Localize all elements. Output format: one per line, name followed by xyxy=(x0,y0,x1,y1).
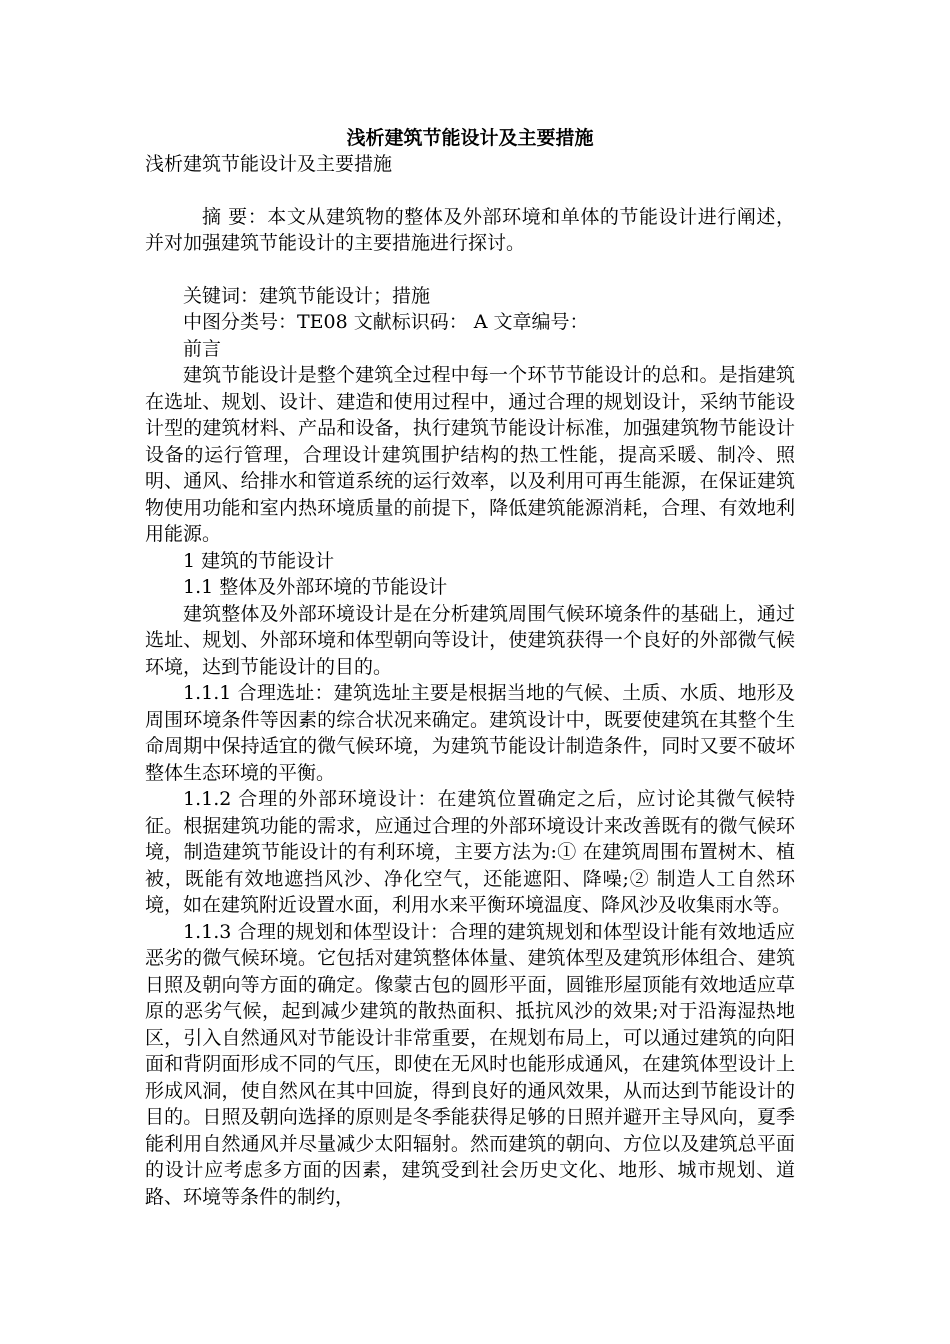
section-1-1-paragraph: 建筑整体及外部环境设计是在分析建筑周围气候环境条件的基础上，通过选址、规划、外部环境和体型朝向等设计，使建筑获得一个良好的外部微气候环境，达到节能设计的目的。 xyxy=(145,602,795,678)
section-1-1-1-paragraph: 1.1.1 合理选址：建筑选址主要是根据当地的气候、土质、水质、地形及周围环境条件等因素的综合状况来确定。建筑设计中，既要使建筑在其整个生命周期中保持适宜的微气候环境，为建筑节能设计制造条件，同时又要不破坏整体生态环境的平衡。 xyxy=(145,682,795,784)
document-title: 浅析建筑节能设计及主要措施 xyxy=(346,127,594,149)
spacer xyxy=(145,257,795,283)
section-1-1-3-paragraph: 1.1.3 合理的规划和体型设计：合理的建筑规划和体型设计能有效地适应恶劣的微气候环境。它包括对建筑整体体量、建筑体型及建筑形体组合、建筑日照及朝向等方面的确定。像蒙古包的圆形平面，圆锥形屋顶能有效地适应草原的恶劣气候，起到减少建筑的散热面积、抵抗风沙的效果;对于沿海湿热地区，引入自然通风对节能设计非常重要，在规划布局上，可以通过建筑的向阳面和背阴面形成不同的气压，即使在无风时也能形成通风，在建筑体型设计上形成风洞，使自然风在其中回旋，得到良好的通风效果，从而达到节能设计的目的。日照及朝向选择的原则是冬季能获得足够的日照并避开主导风向，夏季能利用自然通风并尽量减少太阳辐射。然而建筑的朝向、方位以及建筑总平面的设计应考虑多方面的因素，建筑受到社会历史文化、地形、城市规划、道路、环境等条件的制约， xyxy=(145,920,795,1208)
preface-heading: 前言 xyxy=(183,337,222,360)
section-1-1-2-paragraph: 1.1.2 合理的外部环境设计：在建筑位置确定之后，应讨论其微气候特征。根据建筑功能的需求，应通过合理的外部环境设计来改善既有的微气候环境，制造建筑节能设计的有利环境，主要方法为:① 在建筑周围布置树木、植被，既能有效地遮挡风沙、净化空气，还能遮阳、降噪;② 制造人工自然环境，如在建筑附近设置水面，利用水来平衡环境温度、降风沙及收集雨水等。 xyxy=(145,788,795,916)
document-subtitle: 浅析建筑节能设计及主要措施 xyxy=(145,153,393,175)
spacer xyxy=(145,178,795,204)
document-page xyxy=(145,125,795,1210)
keywords-line: 关键词：建筑节能设计；措施 xyxy=(183,284,431,307)
section-1-heading: 1 建筑的节能设计 xyxy=(183,549,335,572)
preface-paragraph: 建筑节能设计是整个建筑全过程中每一个环节节能设计的总和。是指建筑在选址、规划、设计、建造和使用过程中，通过合理的规划设计，采纳节能设计型的建筑材料、产品和设备，执行建筑节能设计标准，加强建筑物节能设计设备的运行管理，合理设计建筑围护结构的热工性能，提高采暖、制冷、照明、通风、给排水和管道系统的运行效率，以及利用可再生能源，在保证建筑物使用功能和室内热环境质量的前提下，降低建筑能源消耗，合理、有效地利用能源。 xyxy=(145,364,795,545)
section-1-1-heading: 1.1 整体及外部环境的节能设计 xyxy=(183,576,448,598)
abstract-paragraph: 摘 要：本文从建筑物的整体及外部环境和单体的节能设计进行阐述，并对加强建筑节能设计的主要措施进行探讨。 xyxy=(145,205,795,254)
classification-line: 中图分类号：TE08 文献标识码： A 文章编号： xyxy=(183,311,589,333)
